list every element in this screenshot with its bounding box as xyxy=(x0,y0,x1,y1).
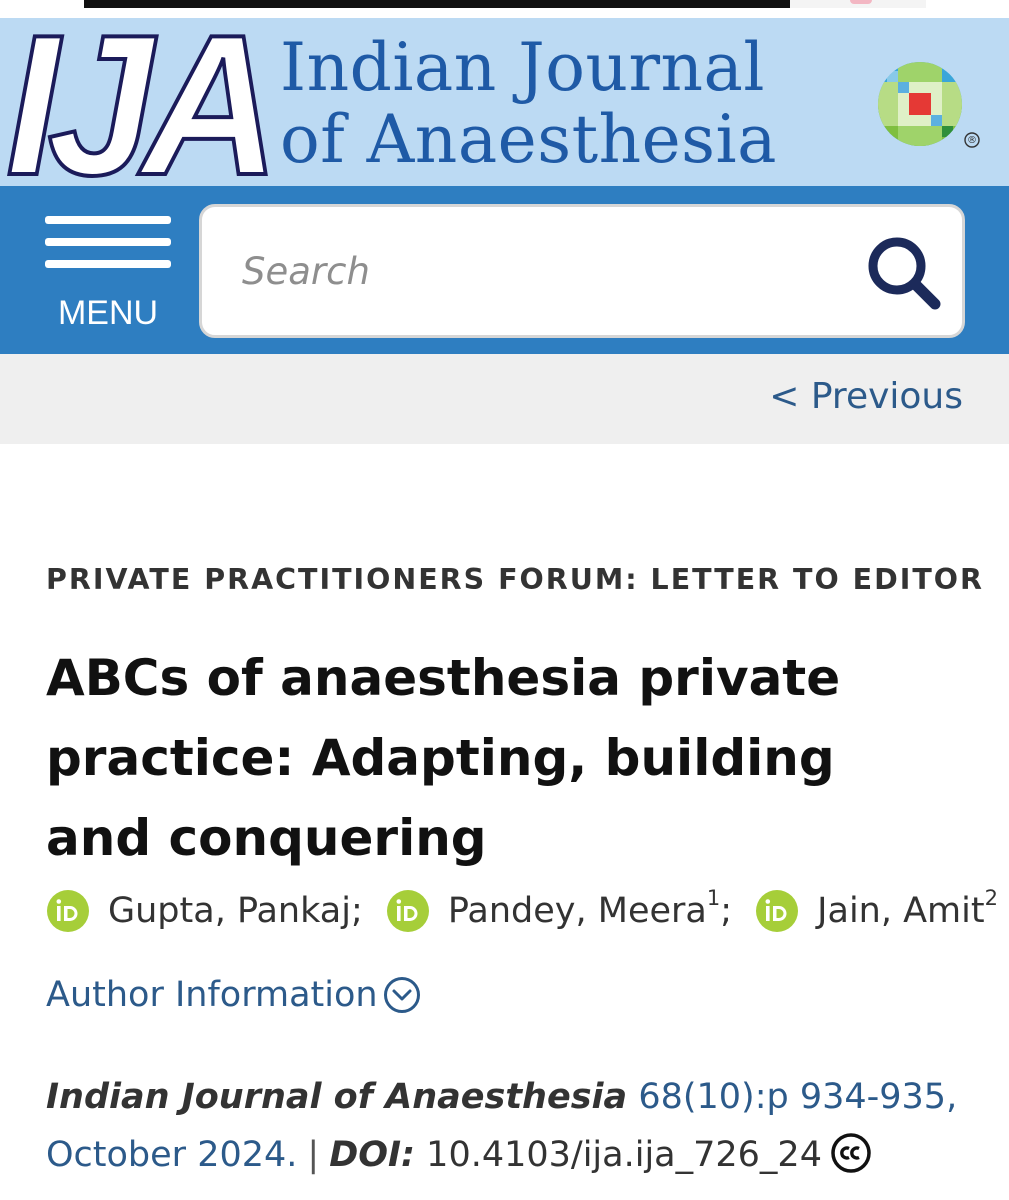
ija-logo[interactable] xyxy=(0,24,275,184)
author-information-toggle[interactable] xyxy=(46,975,422,1015)
svg-text:IJA: IJA xyxy=(6,24,268,184)
journal-name-line1: Indian Journal xyxy=(280,29,765,106)
journal-name[interactable] xyxy=(280,29,778,178)
author-information-label: Author Information xyxy=(46,975,378,1015)
ad-banner-dark[interactable] xyxy=(84,0,790,8)
citation-issue-link[interactable]: 68(10):p 934-935, xyxy=(638,1077,958,1117)
chevron-down-circle-icon xyxy=(382,975,422,1015)
hamburger-icon-line xyxy=(45,238,171,246)
author-name[interactable]: Jain, Amit$^2$ xyxy=(817,886,998,931)
citation-pipe: | xyxy=(307,1135,320,1175)
hamburger-icon xyxy=(45,216,171,224)
doi-value[interactable]: 10.4103/ija.ija_726_24 xyxy=(426,1135,822,1175)
author-separator: ; xyxy=(720,891,733,931)
search-icon[interactable] xyxy=(864,233,944,313)
nav-bar xyxy=(0,186,1009,354)
pager-bar xyxy=(0,354,1009,444)
author-item xyxy=(46,889,375,933)
hamburger-icon-line xyxy=(45,260,171,268)
citation-journal: Indian Journal of Anaesthesia xyxy=(46,1077,628,1117)
menu-button[interactable] xyxy=(40,214,176,334)
svg-text:®: ® xyxy=(967,135,977,146)
journal-name-line2: of Anaesthesia xyxy=(280,101,778,178)
orcid-icon[interactable] xyxy=(386,889,430,933)
citation-date-link[interactable]: October 2024. xyxy=(46,1135,298,1175)
article-category: PRIVATE PRACTITIONERS FORUM: LETTER TO EDITOR xyxy=(46,563,984,596)
previous-link[interactable]: < Previous xyxy=(769,376,963,417)
author-item xyxy=(755,886,998,933)
orcid-icon[interactable] xyxy=(755,889,799,933)
author-name[interactable]: Gupta, Pankaj xyxy=(108,891,351,931)
top-ad-strip[interactable] xyxy=(0,0,1009,18)
orcid-icon[interactable] xyxy=(46,889,90,933)
author-separator: ; xyxy=(350,891,363,931)
creative-commons-icon[interactable] xyxy=(830,1132,872,1174)
doi-label: DOI: xyxy=(329,1135,416,1175)
author-list xyxy=(46,886,998,939)
search-box xyxy=(199,204,965,338)
author-name[interactable]: Pandey, Meera$^1$ xyxy=(447,886,721,931)
article-title: ABCs of anaesthesia private practice: Adapting, building and conquering xyxy=(46,649,841,867)
citation-block xyxy=(46,1068,976,1184)
author-item xyxy=(386,886,744,933)
search-input[interactable] xyxy=(242,241,842,301)
wolters-kluwer-icon[interactable] xyxy=(876,60,984,152)
menu-label: MENU xyxy=(57,294,159,332)
ad-banner-accent xyxy=(850,0,872,4)
journal-banner xyxy=(0,18,1009,186)
